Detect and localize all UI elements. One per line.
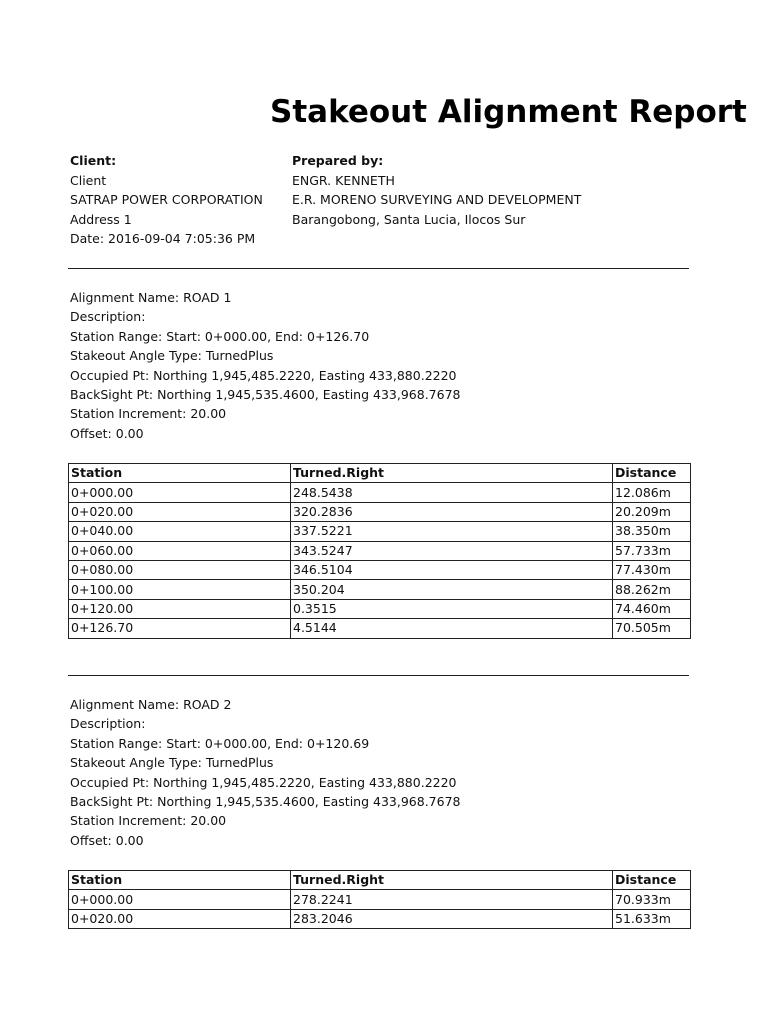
turned-right-cell: 343.5247 [291,541,613,560]
station-cell: 0+040.00 [69,522,291,541]
table-row [69,890,691,909]
offset: Offset: 0.00 [70,832,144,848]
report-title: Stakeout Alignment Report [270,94,747,130]
turned-right-cell: 4.5144 [291,619,613,638]
alignment-name: Alignment Name: ROAD 1 [70,290,232,305]
station-cell: 0+060.00 [69,541,291,560]
stakeout-angle-type: Stakeout Angle Type: TurnedPlus [70,348,274,364]
column-header-turned-right: Turned.Right [291,464,613,483]
client-heading: Client: [70,153,117,168]
table-row [69,522,691,541]
table-header-row [69,871,691,890]
distance-cell: 12.086m [613,483,691,502]
column-header-distance: Distance [613,871,691,890]
prepared-by-line: E.R. MORENO SURVEYING AND DEVELOPMENT [292,192,582,207]
station-cell: 0+100.00 [69,580,291,599]
backsight-point: BackSight Pt: Northing 1,945,535.4600, Easting 433,968.7678 [70,794,461,810]
report-title-container [270,92,747,136]
alignment-info-road-2 [70,695,460,850]
occupied-point: Occupied Pt: Northing 1,945,485.2220, Easting 433,880.2220 [70,367,457,383]
alignment-info-road-1 [70,288,460,443]
station-cell: 0+080.00 [69,560,291,579]
turned-right-cell: 0.3515 [291,599,613,618]
offset: Offset: 0.00 [70,425,144,441]
table-header-row [69,464,691,483]
table-row [69,483,691,502]
stakeout-table-road-1 [68,463,691,639]
distance-cell: 70.505m [613,619,691,638]
turned-right-cell: 350.204 [291,580,613,599]
column-header-turned-right: Turned.Right [291,871,613,890]
station-increment: Station Increment: 20.00 [70,406,227,422]
client-date: Date: 2016-09-04 7:05:36 PM [70,231,256,246]
turned-right-cell: 278.2241 [291,890,613,909]
backsight-point: BackSight Pt: Northing 1,945,535.4600, Easting 433,968.7678 [70,387,461,403]
table-row [69,580,691,599]
table-row [69,560,691,579]
distance-cell: 77.430m [613,560,691,579]
alignment-name: Alignment Name: ROAD 2 [70,697,232,712]
client-line: Address 1 [70,211,132,227]
table-row [69,619,691,638]
alignment-description: Description: [70,716,146,732]
station-cell: 0+020.00 [69,502,291,521]
prepared-by-block [292,151,692,229]
distance-cell: 38.350m [613,522,691,541]
distance-cell: 20.209m [613,502,691,521]
station-cell: 0+000.00 [69,890,291,909]
station-cell: 0+126.70 [69,619,291,638]
distance-cell: 51.633m [613,909,691,928]
column-header-station: Station [69,871,291,890]
turned-right-cell: 283.2046 [291,909,613,928]
distance-cell: 70.933m [613,890,691,909]
prepared-by-heading: Prepared by: [292,153,384,168]
station-cell: 0+000.00 [69,483,291,502]
alignment-description: Description: [70,309,146,325]
distance-cell: 57.733m [613,541,691,560]
distance-cell: 74.460m [613,599,691,618]
table-row [69,502,691,521]
turned-right-cell: 248.5438 [291,483,613,502]
column-header-station: Station [69,464,291,483]
section-divider [68,268,689,269]
station-increment: Station Increment: 20.00 [70,813,227,829]
stakeout-table-road-2 [68,870,691,929]
table-row [69,909,691,928]
column-header-distance: Distance [613,464,691,483]
station-range: Station Range: Start: 0+000.00, End: 0+120.69 [70,735,370,751]
station-cell: 0+120.00 [69,599,291,618]
table-row [69,599,691,618]
client-line: SATRAP POWER CORPORATION [70,192,263,207]
prepared-by-line: ENGR. KENNETH [292,172,395,188]
occupied-point: Occupied Pt: Northing 1,945,485.2220, Easting 433,880.2220 [70,774,457,790]
client-line: Client [70,172,107,188]
stakeout-angle-type: Stakeout Angle Type: TurnedPlus [70,755,274,771]
turned-right-cell: 346.5104 [291,560,613,579]
client-block [70,151,285,249]
station-cell: 0+020.00 [69,909,291,928]
table-row [69,541,691,560]
turned-right-cell: 337.5221 [291,522,613,541]
turned-right-cell: 320.2836 [291,502,613,521]
station-range: Station Range: Start: 0+000.00, End: 0+126.70 [70,328,370,344]
section-divider [68,675,689,676]
distance-cell: 88.262m [613,580,691,599]
prepared-by-line: Barangobong, Santa Lucia, Ilocos Sur [292,211,526,227]
